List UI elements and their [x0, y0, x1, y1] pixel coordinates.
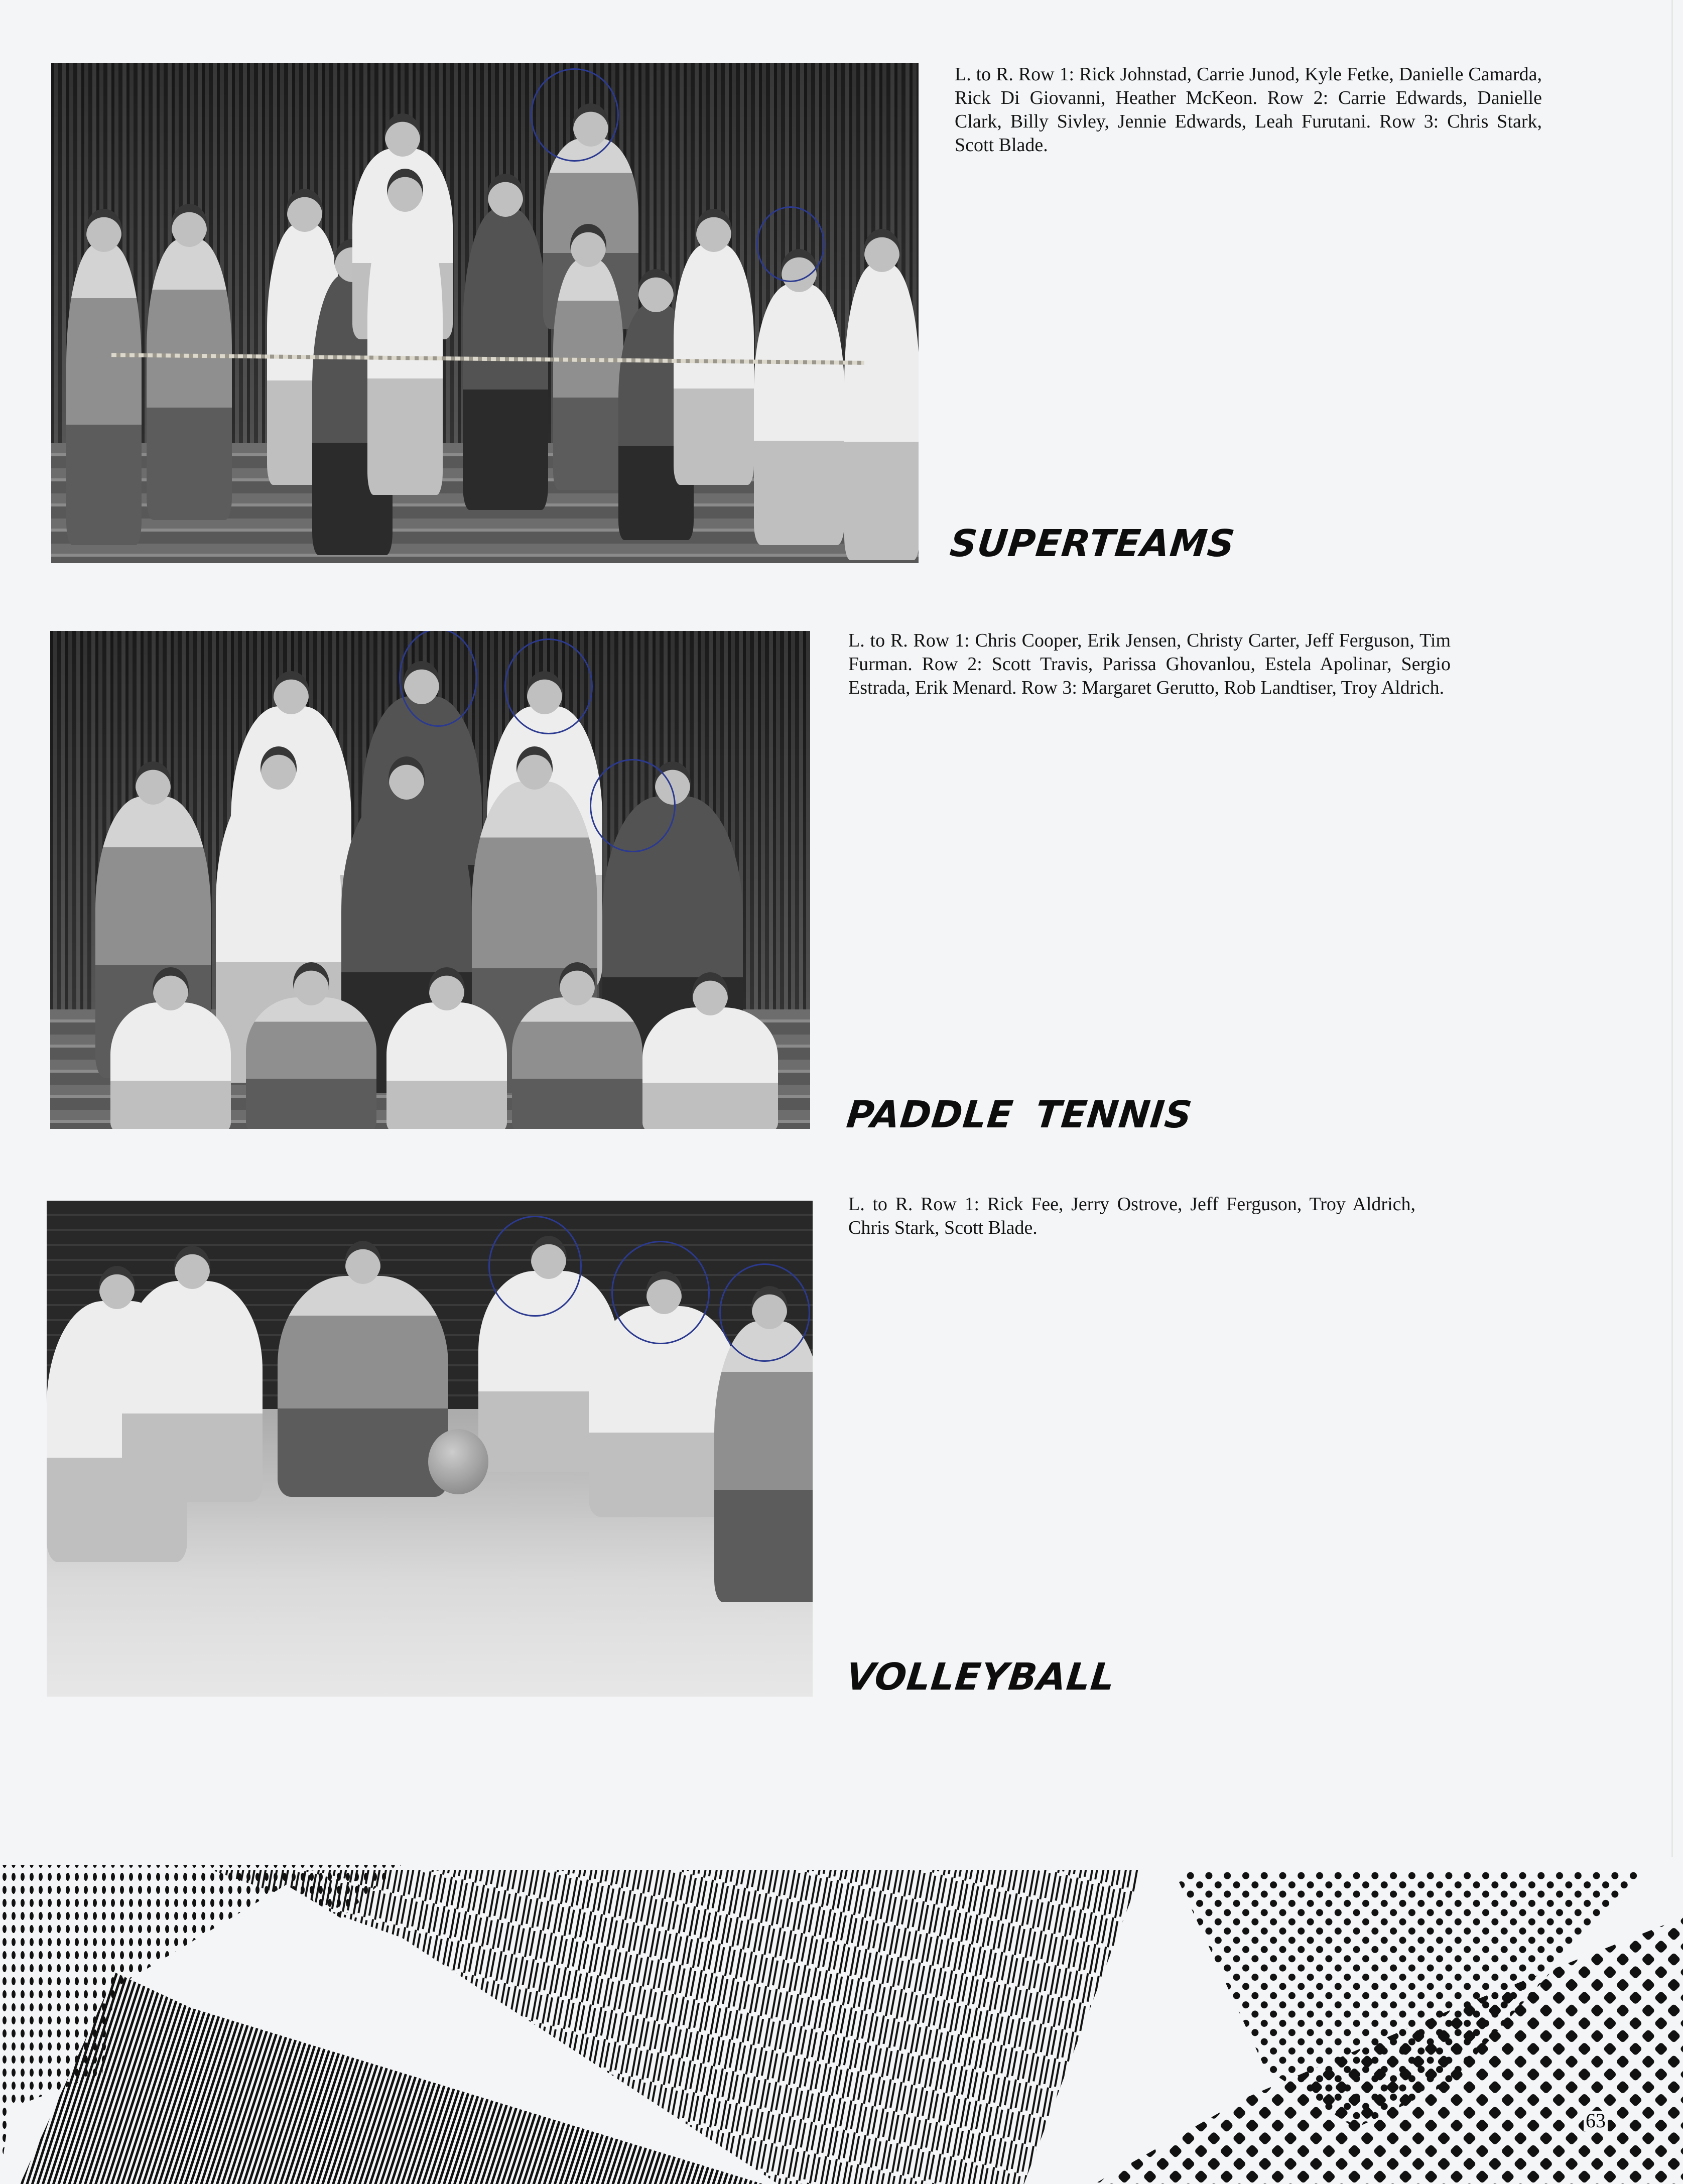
paddle-tennis-team-photo — [50, 631, 810, 1129]
team-member — [246, 997, 376, 1129]
team-member — [674, 244, 754, 485]
show-through-text — [1039, 141, 1320, 1857]
volleyball-team-photo — [47, 1201, 813, 1697]
team-member — [714, 1321, 813, 1602]
team-member — [278, 1276, 448, 1497]
team-member — [553, 259, 623, 490]
team-member — [642, 1007, 778, 1129]
pen-circle-mark — [756, 206, 825, 282]
team-member — [147, 239, 232, 520]
superteams-caption: L. to R. Row 1: Rick Johnstad, Carrie Junod, Kyle Fetke, Danielle Camarda, Rick Di Giovanni, Heather McKeon. Row 2: Carrie Edwards, Danielle Clark, Billy Sivley, Jennie Edwards, Leah Furutani. Row 3: Chris Stark, Scott Blade. — [955, 64, 1542, 156]
team-member — [66, 244, 142, 545]
pen-circle-mark — [504, 638, 593, 734]
team-member — [754, 284, 844, 545]
volleyball-caption: L. to R. Row 1: Rick Fee, Jerry Ostrove, Jeff Ferguson, Troy Aldrich, Chris Stark, Scott Blade. — [848, 1194, 1415, 1238]
team-member — [512, 997, 642, 1129]
superteams-team-photo — [51, 63, 919, 563]
pen-circle-mark — [590, 759, 676, 852]
page-number: 63 — [1584, 2111, 1608, 2131]
halftone-decoration — [0, 1857, 1683, 2184]
pen-circle-mark — [488, 1216, 582, 1317]
superteams-heading: SUPERTEAMS — [948, 522, 1237, 565]
volleyball — [428, 1429, 488, 1494]
team-member — [110, 1002, 231, 1129]
team-member — [122, 1281, 263, 1502]
paddle-tennis-heading: PADDLE TENNIS — [844, 1093, 1195, 1136]
paddle-tennis-caption: L. to R. Row 1: Chris Cooper, Erik Jensen, Christy Carter, Jeff Ferguson, Tim Furman. Row 2: Scott Travis, Parissa Ghovanlou, Estela Apolinar, Sergio Estrada, Erik Menard. Row 3: Margaret Gerutto, Rob Landtiser, Troy Aldrich. — [848, 630, 1451, 698]
volleyball-heading: VOLLEYBALL — [844, 1655, 1117, 1699]
team-member — [844, 264, 919, 560]
pen-circle-mark — [531, 68, 619, 162]
team-member — [386, 1002, 507, 1129]
pen-circle-mark — [611, 1241, 710, 1344]
team-member — [367, 204, 443, 495]
pen-circle-mark — [399, 631, 477, 727]
pen-circle-mark — [719, 1263, 810, 1362]
page-edge — [1671, 0, 1673, 1857]
